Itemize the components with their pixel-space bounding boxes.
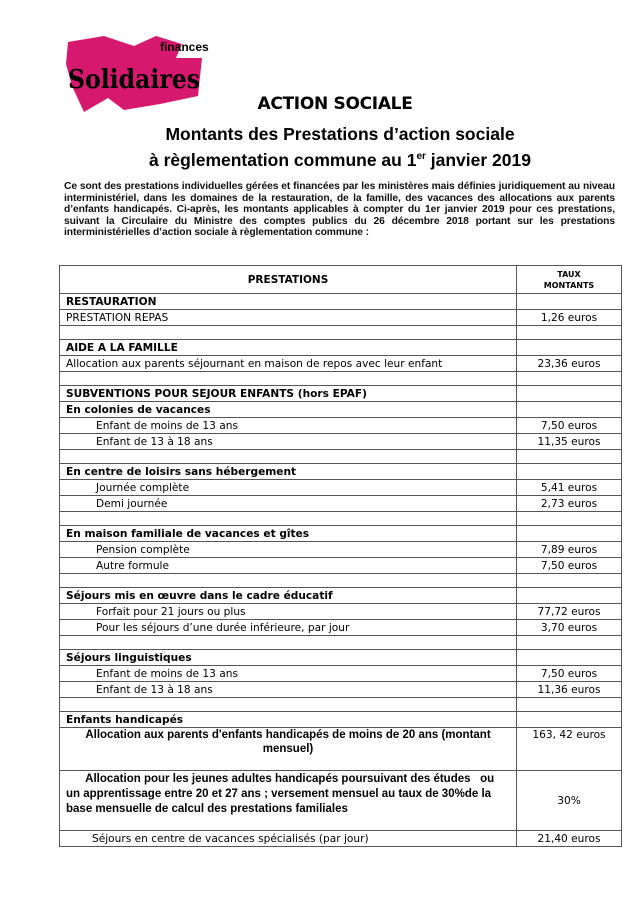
- montant-value: [517, 698, 622, 712]
- montant-value: [517, 326, 622, 340]
- table-row: [60, 771, 622, 831]
- prestation-label: Enfant de 13 à 18 ans: [60, 682, 517, 698]
- prestation-label: Pour les séjours d’une durée inférieure, par jour: [60, 620, 517, 636]
- prestation-label: Allocation aux parents séjournant en maison de repos avec leur enfant: [60, 356, 517, 372]
- table-row: [60, 728, 622, 771]
- prestation-label: En maison familiale de vacances et gîtes: [60, 526, 517, 542]
- montant-value: 7,89 euros: [517, 542, 622, 558]
- prestation-label: PRESTATION REPAS: [60, 310, 517, 326]
- prestation-label: Enfant de 13 à 18 ans: [60, 434, 517, 450]
- section-row: [60, 526, 622, 542]
- montant-value: 163, 42 euros: [517, 728, 622, 771]
- montant-value: [517, 712, 622, 728]
- blank-row: [60, 574, 622, 588]
- montant-value: 7,50 euros: [517, 418, 622, 434]
- montant-value: [517, 464, 622, 480]
- montant-value: [517, 574, 622, 588]
- prestation-label: Séjours mis en œuvre dans le cadre éducatif: [60, 588, 517, 604]
- header-prestations: PRESTATIONS: [60, 266, 517, 294]
- section-row: [60, 650, 622, 666]
- section-row: [60, 712, 622, 728]
- prestation-label: Autre formule: [60, 558, 517, 574]
- page-title: ACTION SOCIALE: [257, 94, 413, 114]
- montant-value: [517, 372, 622, 386]
- table-row: [60, 620, 622, 636]
- table-row: [60, 356, 622, 372]
- prestation-label: [60, 450, 517, 464]
- prestation-label: Séjours linguistiques: [60, 650, 517, 666]
- montant-value: 23,36 euros: [517, 356, 622, 372]
- blank-row: [60, 372, 622, 386]
- montant-value: 11,35 euros: [517, 434, 622, 450]
- table-row: [60, 434, 622, 450]
- table-header-row: [60, 266, 622, 294]
- section-row: [60, 464, 622, 480]
- subtitle-line-1: Montants des Prestations d’action sociale: [165, 124, 515, 144]
- subtitle-text-end: janvier 2019: [425, 150, 531, 170]
- svg-text:finances: finances: [160, 40, 209, 54]
- prestation-label: Enfants handicapés: [60, 712, 517, 728]
- blank-row: [60, 636, 622, 650]
- prestation-label: Allocation aux parents d'enfants handicapés de moins de 20 ans (montant mensuel): [60, 728, 517, 771]
- section-row: [60, 294, 622, 310]
- svg-text:Solidaires: Solidaires: [68, 65, 200, 95]
- section-row: [60, 402, 622, 418]
- subtitle-line-2: [60, 150, 620, 171]
- blank-row: [60, 326, 622, 340]
- prestation-label: RESTAURATION: [60, 294, 517, 310]
- table-row: [60, 558, 622, 574]
- prestation-label: En centre de loisirs sans hébergement: [60, 464, 517, 480]
- prestation-label: SUBVENTIONS POUR SEJOUR ENFANTS (hors EPAF): [60, 386, 517, 402]
- blank-row: [60, 698, 622, 712]
- montant-value: 5,41 euros: [517, 480, 622, 496]
- section-row: [60, 386, 622, 402]
- montant-value: [517, 402, 622, 418]
- montant-value: [517, 450, 622, 464]
- montant-value: 7,50 euros: [517, 666, 622, 682]
- table-row: [60, 682, 622, 698]
- montant-value: 77,72 euros: [517, 604, 622, 620]
- prestation-label: Journée complète: [60, 480, 517, 496]
- prestation-label: Allocation pour les jeunes adultes handicapés poursuivant des études ou un apprentissage entre 20 et 27 ans ; versement mensuel au taux de 30%de la base mensuelle de calcul des prestations familiales: [60, 771, 517, 831]
- blank-row: [60, 512, 622, 526]
- montant-value: [517, 340, 622, 356]
- prestation-label: Forfait pour 21 jours ou plus: [60, 604, 517, 620]
- table-row: [60, 310, 622, 326]
- section-row: [60, 340, 622, 356]
- header-montants: MONTANTS: [543, 280, 595, 290]
- prestation-label: Demi journée: [60, 496, 517, 512]
- prestation-label: Enfant de moins de 13 ans: [60, 666, 517, 682]
- table-body: [60, 294, 622, 847]
- montant-value: [517, 294, 622, 310]
- montant-value: [517, 588, 622, 604]
- table-row: [60, 542, 622, 558]
- montant-value: 7,50 euros: [517, 558, 622, 574]
- montant-value: [517, 512, 622, 526]
- montant-value: 11,36 euros: [517, 682, 622, 698]
- header-taux-montants: [517, 266, 622, 294]
- prestation-label: Séjours en centre de vacances spécialisés (par jour): [60, 831, 517, 847]
- intro-paragraph: Ce sont des prestations individuelles gérées et financées par les ministères mais définies juridiquement au niveau interministériel, dans les domaines de la restauration, de la famille, des vacances des allocations aux parents d’enfants handicapés. Ci-après, les montants applicables à compter du 1er janvier 2019 pour ces prestations, suivant la Circulaire du Ministre des comptes publics du 26 décembre 2018 portant sur les prestations interministérielles d’action sociale à règlementation commune :: [64, 181, 615, 238]
- blank-row: [60, 450, 622, 464]
- table-row: [60, 496, 622, 512]
- montant-value: 30%: [517, 771, 622, 831]
- prestation-label: [60, 326, 517, 340]
- prestation-label: [60, 636, 517, 650]
- section-row: [60, 588, 622, 604]
- prestation-label: [60, 698, 517, 712]
- prestation-label: En colonies de vacances: [60, 402, 517, 418]
- prestation-label: AIDE A LA FAMILLE: [60, 340, 517, 356]
- montant-value: [517, 650, 622, 666]
- montant-value: 21,40 euros: [517, 831, 622, 847]
- table-row: [60, 666, 622, 682]
- montant-value: [517, 526, 622, 542]
- table-row: [60, 604, 622, 620]
- table-row: [60, 480, 622, 496]
- prestation-label: [60, 512, 517, 526]
- table-row: [60, 418, 622, 434]
- montant-value: [517, 386, 622, 402]
- montant-value: 3,70 euros: [517, 620, 622, 636]
- prestation-label: [60, 372, 517, 386]
- solidaires-finances-logo: [64, 34, 209, 114]
- prestations-table: [59, 265, 622, 847]
- subtitle-sup: er: [416, 151, 426, 163]
- montant-value: [517, 636, 622, 650]
- header-taux: TAUX: [557, 269, 581, 279]
- prestation-label: [60, 574, 517, 588]
- montant-value: 2,73 euros: [517, 496, 622, 512]
- prestation-label: Enfant de moins de 13 ans: [60, 418, 517, 434]
- montant-value: 1,26 euros: [517, 310, 622, 326]
- prestation-label: Pension complète: [60, 542, 517, 558]
- table-row: [60, 831, 622, 847]
- subtitle-text: à règlementation commune au 1: [149, 150, 417, 170]
